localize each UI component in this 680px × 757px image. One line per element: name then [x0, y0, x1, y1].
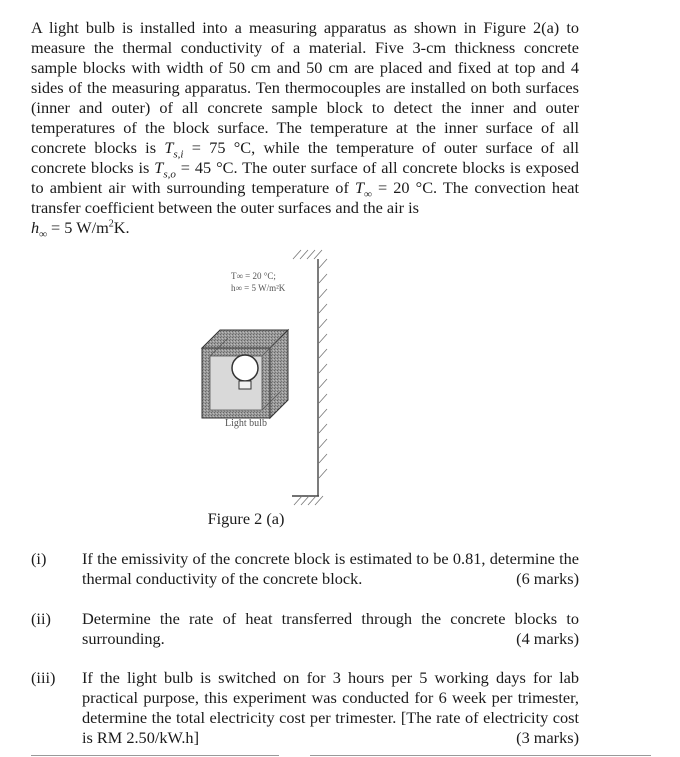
h-symbol: h: [31, 218, 40, 237]
tso-symbol: T: [154, 158, 164, 177]
tsi-subscript: s,i: [173, 148, 184, 161]
problem-statement: [31, 18, 580, 241]
tsi-symbol: T: [164, 138, 174, 157]
question-ii-text: Determine the rate of heat transferred through the concrete blocks to surrounding.: [82, 609, 579, 648]
question-iii-text: If the light bulb is switched on for 3 hours per 5 working days for lab practical purpose, this experiment was conducted for 6 week per trimester, determine the total electricity cost per trimester. [The rate of electricity cost is RM 2.50/kW.h]: [82, 668, 579, 747]
figure-2a: [190, 238, 360, 513]
h-subscript: ∞: [39, 228, 47, 241]
question-iii-number: (iii): [31, 668, 56, 687]
problem-text-1: A light bulb is installed into a measuring apparatus as shown in Figure 2(a) to measure the thermal conductivity of a material. Five 3-cm thickness concrete sample blocks with width of 50 cm and 50 cm are placed and fixed at top and 4 sides of the measuring apparatus. Ten thermocouples are installed on both surfaces (inner and outer) of all concrete sample block to detect the inner and outer temperatures of the block surface. The temperature at the inner surface of all concrete blocks is: [31, 18, 579, 157]
m-squared-superscript: 2: [108, 218, 114, 230]
light-bulb-label: Light bulb: [225, 418, 267, 429]
problem-text-2: = 75 °C, while the temperature of outer surface of all concrete blocks is: [31, 138, 579, 177]
figure-caption: [0, 509, 680, 529]
tinf-subscript: ∞: [364, 188, 372, 201]
question-i-text: If the emissivity of the concrete block is estimated to be 0.81, determine the thermal conductivity of the concrete block.: [82, 549, 579, 588]
question-ii-marks: (4 marks): [516, 629, 579, 648]
tinf-symbol: T: [354, 178, 365, 197]
question-i-number: (i): [31, 549, 47, 568]
question-ii-number: (ii): [31, 609, 51, 628]
tinf-label: T∞ = 20 °C;: [231, 271, 276, 281]
figure-caption-text: Figure 2 (a): [207, 509, 285, 528]
problem-text-5-end: K.: [113, 218, 130, 237]
wall: [292, 250, 327, 505]
bottom-rule: [31, 755, 651, 756]
question-i-marks: (6 marks): [516, 569, 579, 588]
tso-subscript: s,o: [163, 168, 176, 181]
h-label: h∞ = 5 W/m²K: [231, 283, 286, 293]
problem-text-5: = 5 W/m: [46, 218, 109, 237]
problem-text-3: = 45 °C. The outer surface of all concrete blocks is exposed to ambient air with surrounding temperature of: [31, 158, 580, 197]
question-iii-marks: (3 marks): [516, 728, 579, 747]
problem-text-4: = 20 °C. The convection heat transfer coefficient between the outer surfaces and the air is: [31, 178, 580, 217]
